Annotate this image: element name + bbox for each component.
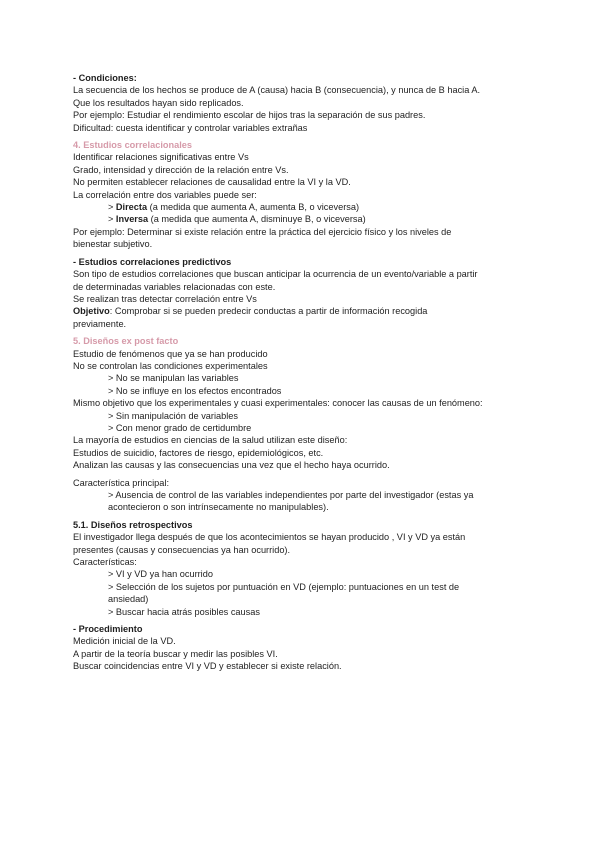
text-line: La correlación entre dos variables puede ser: <box>73 189 257 200</box>
text-line: A partir de la teoría buscar y medir las posibles VI. <box>73 648 278 659</box>
bullet-line <box>73 201 560 213</box>
text-line: Dificultad: cuesta identificar y controlar variables extrañas <box>73 122 308 133</box>
bullet-line: > No se manipulan las variables <box>108 373 239 384</box>
section-heading: - Condiciones: <box>73 73 137 83</box>
text-line: Son tipo de estudios correlaciones que buscan anticipar la ocurrencia de un evento/variable a partir <box>73 269 478 280</box>
text-line: previamente. <box>73 318 127 329</box>
section-heading: 5.1. Diseños retrospectivos <box>73 519 193 530</box>
bullet-line: > Sin manipulación de variables <box>108 410 238 421</box>
text-line: No se controlan las condiciones experimentales <box>73 360 268 371</box>
bullet-line: > VI y VD ya han ocurrido <box>108 569 213 580</box>
text-line: Medición inicial de la VD. <box>73 636 176 647</box>
section-procedimiento <box>73 623 560 673</box>
section-condiciones <box>73 72 560 134</box>
text-line: Buscar coincidencias entre VI y VD y establecer si existe relación. <box>73 661 342 672</box>
text-line: Característica principal: <box>73 477 169 488</box>
text-line <box>73 305 560 317</box>
text-line: Estudios de suicidio, factores de riesgo, epidemiológicos, etc. <box>73 447 324 458</box>
section-heading: - Procedimiento <box>73 624 143 635</box>
bullet-line: > Ausencia de control de las variables independientes por parte del investigador (estas ya <box>108 490 474 500</box>
text-line: bienestar subjetivo. <box>73 239 153 250</box>
bullet-marker: > <box>108 214 116 225</box>
bullet-line: ansiedad) <box>108 594 149 605</box>
text-line: Identificar relaciones significativas entre Vs <box>73 152 249 163</box>
bullet-line: > Con menor grado de certidumbre <box>108 422 252 433</box>
text-line: Estudio de fenómenos que ya se han producido <box>73 348 268 359</box>
section-heading: 4. Estudios correlacionales <box>73 140 192 151</box>
bullet-line <box>73 213 560 225</box>
term-description: (a medida que aumenta A, disminuye B, o viceversa) <box>148 214 366 225</box>
text-line: No permiten establecer relaciones de causalidad entre la VI y la VD. <box>73 177 351 188</box>
term-description: (a medida que aumenta A, aumenta B, o viceversa) <box>147 202 360 213</box>
bold-term: Inversa <box>115 214 149 225</box>
text-line: El investigador llega después de que los acontecimientos se hayan producido , VI y VD ya están <box>73 532 466 543</box>
text-line: Características: <box>73 557 137 568</box>
bullet-line: > Selección de los sujetos por puntuación en VD (ejemplo: puntuaciones en un test de <box>108 581 460 592</box>
text-line: Por ejemplo: Determinar si existe relación entre la práctica del ejercicio físico y los niveles de <box>73 226 452 237</box>
bullet-marker: > <box>108 202 116 213</box>
text-line: Mismo objetivo que los experimentales y cuasi experimentales: conocer las causas de un fenómeno: <box>73 398 483 409</box>
bullet-line: > No se influye en los efectos encontrados <box>108 385 282 396</box>
text-line: La mayoría de estudios en ciencias de la salud utilizan este diseño: <box>73 435 348 446</box>
text-line: Analizan las causas y las consecuencias una vez que el hecho haya ocurrido. <box>73 460 390 471</box>
text-line: La secuencia de los hechos se produce de A (causa) hacia B (consecuencia), y nunca de B hacia A. <box>73 85 481 96</box>
bullet-line: > Buscar hacia atrás posibles causas <box>108 606 260 617</box>
section-heading: 5. Diseños ex post facto <box>73 336 179 347</box>
bold-term: Directa <box>115 202 148 213</box>
section-heading: - Estudios correlaciones predictivos <box>73 256 232 267</box>
term-description: : Comprobar si se pueden predecir conductas a partir de información recogida <box>109 306 428 317</box>
section-expostfacto <box>73 335 560 514</box>
section-predictivos <box>73 256 560 330</box>
text-line: Por ejemplo: Estudiar el rendimiento escolar de hijos tras la separación de sus padres. <box>73 110 426 121</box>
section-correlacionales <box>73 139 560 251</box>
text-line: de determinadas variables relacionadas con este. <box>73 281 276 292</box>
bullet-line: acontecieron o son intrínsecamente no manipulables). <box>108 502 329 513</box>
text-line: Que los resultados hayan sido replicados. <box>73 97 244 108</box>
bold-term: Objetivo <box>73 306 110 317</box>
text-line: presentes (causas y consecuencias ya han ocurrido). <box>73 544 291 555</box>
section-retrospectivos <box>73 519 560 618</box>
text-line: Grado, intensidad y dirección de la relación entre Vs. <box>73 164 289 175</box>
text-line: Se realizan tras detectar correlación entre Vs <box>73 293 257 304</box>
